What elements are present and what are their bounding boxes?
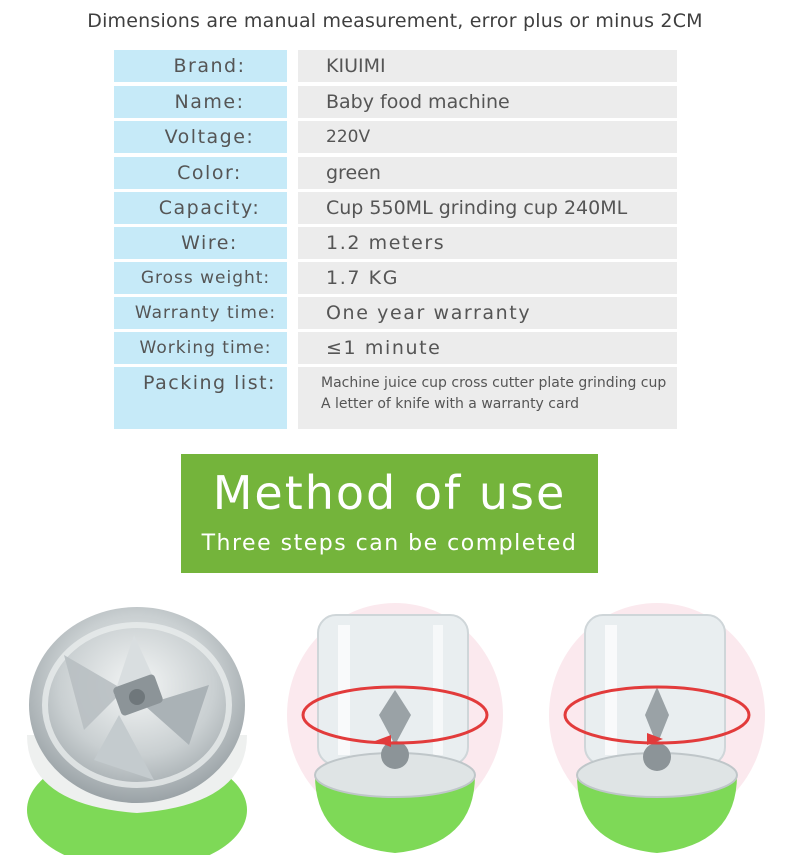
spec-value: Baby food machine xyxy=(298,86,677,118)
spec-label: Packing list: xyxy=(114,367,287,429)
spec-label: Capacity: xyxy=(114,192,287,224)
spec-value: KIUIMI xyxy=(298,50,677,82)
cup-rotate-photo-2 xyxy=(545,595,770,855)
spec-value: 220V xyxy=(298,121,677,153)
spec-row-brand xyxy=(114,50,677,82)
spec-value: ≤1 minute xyxy=(298,332,677,364)
spec-row-packing-list xyxy=(114,367,677,429)
spec-row-color xyxy=(114,157,677,189)
blade-closeup-photo xyxy=(24,595,250,855)
banner-title: Method of use xyxy=(212,466,567,520)
spec-label: Brand: xyxy=(114,50,287,82)
spec-row-capacity xyxy=(114,192,677,224)
spec-value: Cup 550ML grinding cup 240ML xyxy=(298,192,677,224)
spec-label: Gross weight: xyxy=(114,262,287,294)
spec-row-name xyxy=(114,86,677,118)
packing-line: A letter of knife with a warranty card xyxy=(321,396,579,412)
packing-line: Machine juice cup cross cutter plate grinding cup xyxy=(321,375,667,391)
spec-label: Working time: xyxy=(114,332,287,364)
spec-value: 1.7 KG xyxy=(298,262,677,294)
measurement-note: Dimensions are manual measurement, error plus or minus 2CM xyxy=(87,10,703,32)
cup-rotate-photo-1 xyxy=(283,595,508,855)
spec-label: Wire: xyxy=(114,227,287,259)
spec-label: Color: xyxy=(114,157,287,189)
spec-value: One year warranty xyxy=(298,297,677,329)
spec-value: green xyxy=(298,157,677,189)
spec-row-working-time xyxy=(114,332,677,364)
banner-subtitle: Three steps can be completed xyxy=(201,531,578,556)
spec-label: Name: xyxy=(114,86,287,118)
spec-row-wire xyxy=(114,227,677,259)
spec-row-warranty-time xyxy=(114,297,677,329)
spec-label: Warranty time: xyxy=(114,297,287,329)
method-banner xyxy=(181,454,598,573)
spec-value xyxy=(298,367,677,429)
spec-row-gross-weight xyxy=(114,262,677,294)
spec-label: Voltage: xyxy=(114,121,287,153)
spec-value: 1.2 meters xyxy=(298,227,677,259)
spec-row-voltage xyxy=(114,121,677,153)
